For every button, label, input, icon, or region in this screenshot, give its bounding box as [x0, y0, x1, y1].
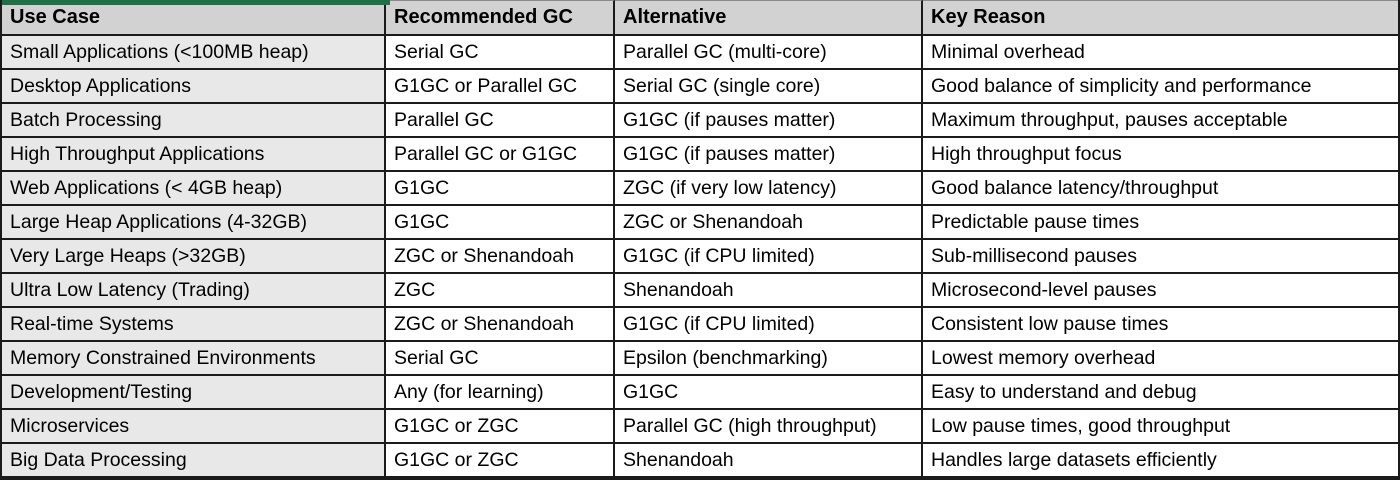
column-header-recommended-gc: Recommended GC — [386, 0, 615, 36]
key-reason-cell: Minimal overhead — [923, 36, 1398, 70]
key-reason-cell: Predictable pause times — [923, 206, 1398, 240]
use-case-cell: Large Heap Applications (4-32GB) — [2, 206, 386, 240]
key-reason-cell: High throughput focus — [923, 138, 1398, 172]
key-reason-cell: Sub-millisecond pauses — [923, 240, 1398, 274]
key-reason-cell: Good balance latency/throughput — [923, 172, 1398, 206]
alternative-cell: Shenandoah — [615, 444, 923, 478]
use-case-cell: High Throughput Applications — [2, 138, 386, 172]
alternative-cell: ZGC (if very low latency) — [615, 172, 923, 206]
column-header-use-case: Use Case — [2, 0, 386, 36]
use-case-cell: Web Applications (< 4GB heap) — [2, 172, 386, 206]
recommended-gc-cell: Serial GC — [386, 342, 615, 376]
key-reason-cell: Easy to understand and debug — [923, 376, 1398, 410]
alternative-cell: G1GC (if CPU limited) — [615, 240, 923, 274]
use-case-cell: Microservices — [2, 410, 386, 444]
use-case-column-accent-bar — [2, 0, 390, 5]
alternative-cell: G1GC — [615, 376, 923, 410]
recommended-gc-cell: Serial GC — [386, 36, 615, 70]
column-header-alternative: Alternative — [615, 0, 923, 36]
alternative-cell: Shenandoah — [615, 274, 923, 308]
alternative-cell: G1GC (if pauses matter) — [615, 104, 923, 138]
use-case-cell: Batch Processing — [2, 104, 386, 138]
key-reason-cell: Lowest memory overhead — [923, 342, 1398, 376]
recommended-gc-cell: ZGC — [386, 274, 615, 308]
recommended-gc-cell: ZGC or Shenandoah — [386, 240, 615, 274]
use-case-cell: Development/Testing — [2, 376, 386, 410]
alternative-cell: ZGC or Shenandoah — [615, 206, 923, 240]
recommended-gc-cell: Parallel GC — [386, 104, 615, 138]
use-case-cell: Very Large Heaps (>32GB) — [2, 240, 386, 274]
use-case-cell: Real-time Systems — [2, 308, 386, 342]
alternative-cell: Parallel GC (multi-core) — [615, 36, 923, 70]
recommended-gc-cell: G1GC — [386, 206, 615, 240]
key-reason-cell: Maximum throughput, pauses acceptable — [923, 104, 1398, 138]
key-reason-cell: Consistent low pause times — [923, 308, 1398, 342]
recommended-gc-cell: Parallel GC or G1GC — [386, 138, 615, 172]
key-reason-cell: Low pause times, good throughput — [923, 410, 1398, 444]
use-case-cell: Small Applications (<100MB heap) — [2, 36, 386, 70]
recommended-gc-cell: G1GC or ZGC — [386, 444, 615, 478]
recommended-gc-cell: G1GC — [386, 172, 615, 206]
alternative-cell: Epsilon (benchmarking) — [615, 342, 923, 376]
key-reason-cell: Microsecond-level pauses — [923, 274, 1398, 308]
alternative-cell: Serial GC (single core) — [615, 70, 923, 104]
use-case-cell: Desktop Applications — [2, 70, 386, 104]
key-reason-cell: Handles large datasets efficiently — [923, 444, 1398, 478]
use-case-cell: Big Data Processing — [2, 444, 386, 478]
column-header-key-reason: Key Reason — [923, 0, 1398, 36]
alternative-cell: Parallel GC (high throughput) — [615, 410, 923, 444]
key-reason-cell: Good balance of simplicity and performance — [923, 70, 1398, 104]
alternative-cell: G1GC (if pauses matter) — [615, 138, 923, 172]
recommended-gc-cell: ZGC or Shenandoah — [386, 308, 615, 342]
use-case-cell: Memory Constrained Environments — [2, 342, 386, 376]
recommended-gc-cell: G1GC or Parallel GC — [386, 70, 615, 104]
alternative-cell: G1GC (if CPU limited) — [615, 308, 923, 342]
gc-table-grid — [2, 0, 1398, 478]
recommended-gc-cell: Any (for learning) — [386, 376, 615, 410]
recommended-gc-cell: G1GC or ZGC — [386, 410, 615, 444]
use-case-cell: Ultra Low Latency (Trading) — [2, 274, 386, 308]
